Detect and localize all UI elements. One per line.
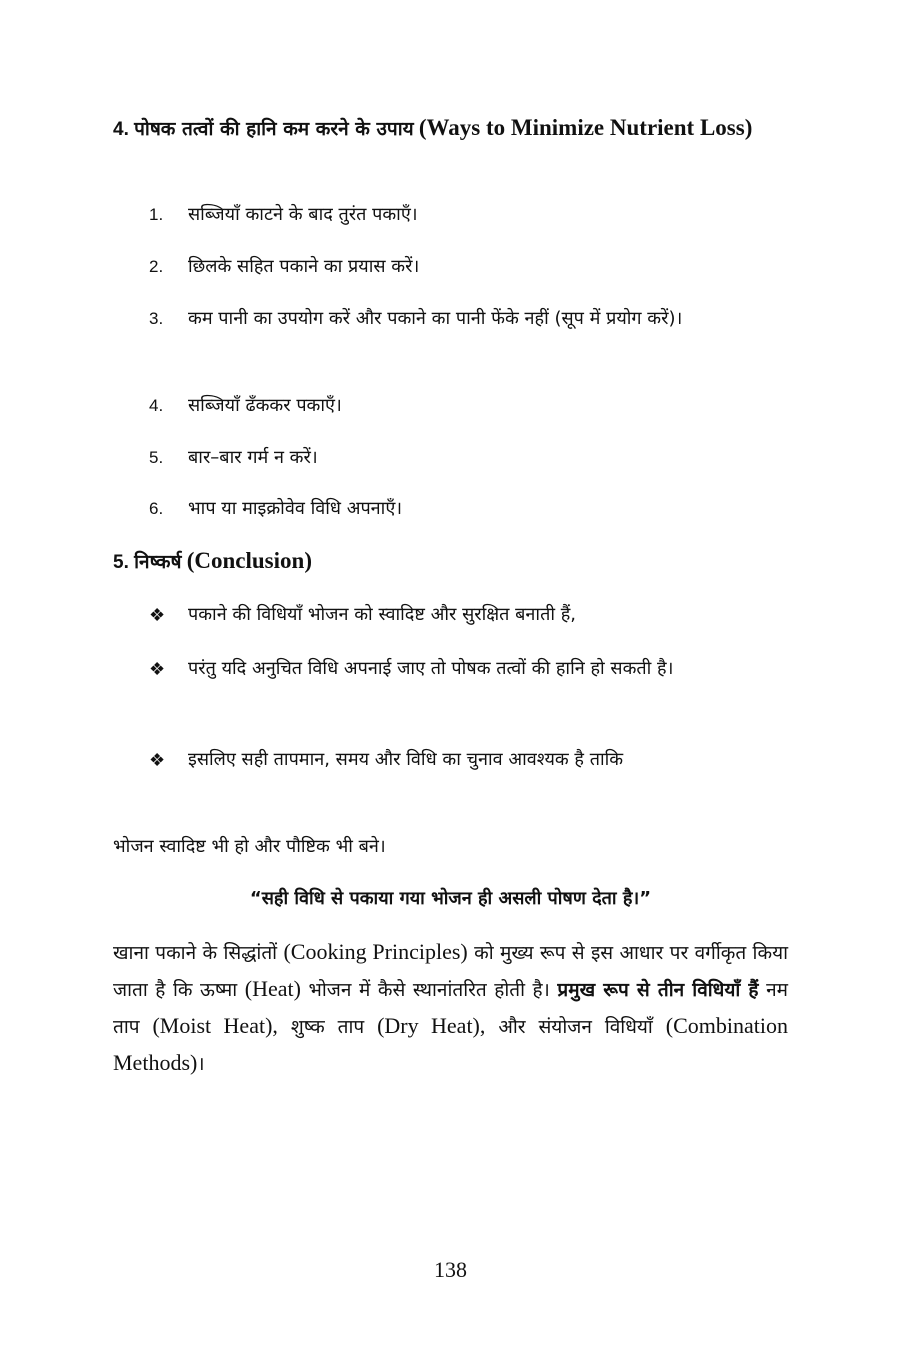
section-4-heading [113, 111, 788, 147]
section-title-hindi: निष्कर्ष [134, 551, 182, 573]
bold-text-run: प्रमुख रूप से तीन विधियाँ हैं [557, 979, 759, 1001]
list-text: कम पानी का उपयोग करें और पकाने का पानी फेंके नहीं (सूप में प्रयोग करें)। [188, 308, 683, 329]
page-number: 138 [434, 1257, 467, 1282]
text-run: को मुख्य रूप से इस आधार पर वर्गीकृत किया जाता है कि ऊष्मा [113, 942, 789, 1001]
diamond-bullet-icon: ❖ [149, 605, 166, 625]
list-item [149, 492, 788, 526]
list-number: 5. [149, 448, 164, 467]
text-run: भोजन में कैसे स्थानांतरित होती है। [308, 979, 550, 1001]
list-item [149, 302, 788, 336]
section-title-hindi: पोषक तत्वों की हानि कम करने के उपाय [134, 118, 414, 140]
diamond-bullet-icon: ❖ [149, 659, 166, 679]
list-number: 3. [149, 309, 164, 328]
list-text: बार–बार गर्म न करें। [188, 447, 318, 468]
text-run: नम ताप [113, 979, 788, 1038]
section-title-english: (Ways to Minimize Nutrient Loss) [418, 115, 753, 140]
list-number: 2. [149, 257, 164, 276]
text-run: शुष्क ताप [290, 1016, 365, 1038]
bullet-text: पकाने की विधियाँ भोजन को स्वादिष्ट और सुरक्षित बनाती हैं, [188, 604, 577, 625]
list-number: 6. [149, 499, 164, 518]
list-number: 4. [149, 396, 164, 415]
list-item [149, 198, 788, 232]
body-paragraph [113, 934, 788, 1082]
section-5-heading [113, 544, 788, 580]
bullet-item [149, 652, 788, 686]
text-run-english: (Heat) [244, 976, 301, 1001]
list-item [149, 441, 788, 475]
list-text: छिलके सहित पकाने का प्रयास करें। [188, 256, 420, 277]
continuation-text: भोजन स्वादिष्ट भी हो और पौष्टिक भी बने। [113, 836, 386, 857]
section-number: 4. [113, 119, 129, 140]
list-text: सब्जियाँ काटने के बाद तुरंत पकाएँ। [188, 204, 418, 225]
bullet-item [149, 598, 788, 632]
text-run: । [197, 1053, 205, 1075]
text-run: खाना पकाने के सिद्धांतों [113, 942, 278, 964]
diamond-bullet-icon: ❖ [149, 750, 166, 770]
text-run-english: (Cooking Principles) [283, 939, 468, 964]
section-title-english: (Conclusion) [186, 548, 312, 573]
bullet-text: इसलिए सही तापमान, समय और विधि का चुनाव आवश्यक है ताकि [188, 749, 624, 770]
quote: “सही विधि से पकाया गया भोजन ही असली पोषण देता है।” [249, 888, 652, 909]
bullet-item [149, 743, 788, 777]
list-number: 1. [149, 205, 164, 224]
list-text: सब्जियाँ ढँककर पकाएँ। [188, 395, 342, 416]
text-run: और संयोजन विधियाँ [498, 1016, 653, 1038]
bullet-text: परंतु यदि अनुचित विधि अपनाई जाए तो पोषक तत्वों की हानि हो सकती है। [188, 658, 674, 679]
text-run-english: (Combination Methods) [113, 1013, 789, 1075]
text-run-english: (Moist Heat), [152, 1013, 278, 1038]
list-text: भाप या माइक्रोवेव विधि अपनाएँ। [188, 498, 403, 519]
list-item [149, 389, 788, 423]
text-run-english: (Dry Heat), [377, 1013, 486, 1038]
section-number: 5. [113, 552, 129, 573]
list-item [149, 250, 788, 284]
